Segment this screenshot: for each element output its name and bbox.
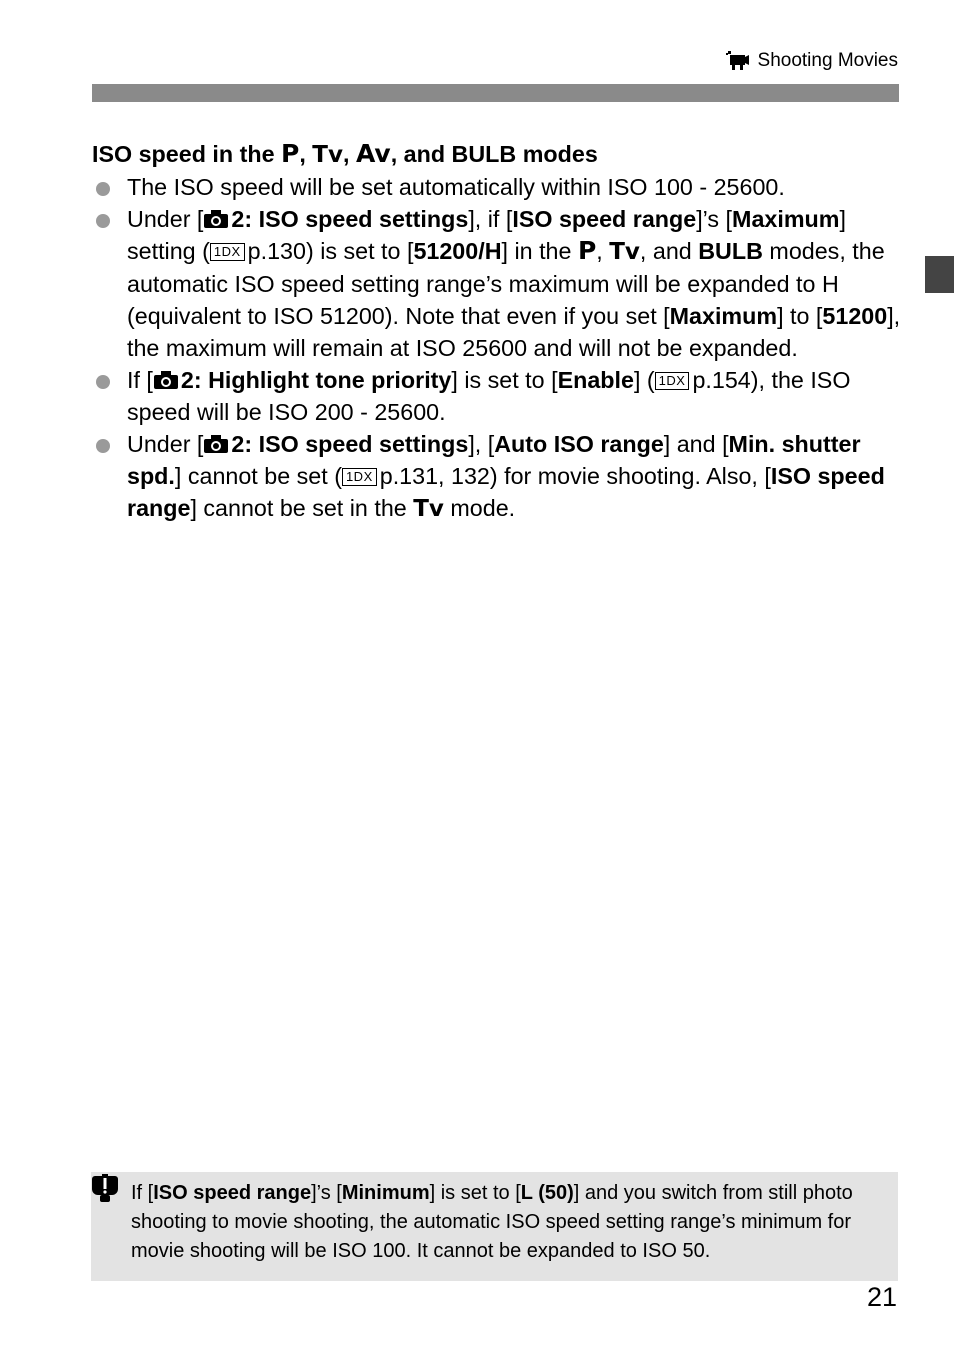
section-heading (92, 138, 902, 171)
1dx-manual-ref-icon: 1DX (210, 243, 245, 261)
section-title: Shooting Movies (757, 50, 898, 71)
chapter-tab (925, 256, 954, 293)
caution-note (91, 1172, 898, 1281)
page-header (726, 50, 898, 72)
page-number: 21 (866, 1282, 897, 1312)
caution-note-text: If [ISO speed range]’s [Minimum] is set to [L (50)] and you switch from still photo shooting to movie shooting, the automatic ISO speed setting range’s minimum for movie shooting will be ISO 100. It cannot be expanded to ISO 50. (131, 1182, 853, 1262)
heading-sep: , (299, 141, 313, 167)
caution-icon (91, 1174, 119, 1204)
mode-av-symbol: Av (355, 139, 391, 168)
list-item (92, 171, 902, 203)
mode-p-symbol: P (281, 139, 300, 168)
list-item: Under [ 2: ISO speed settings], if [ISO speed range]’s [Maximum] setting ( 1DX p.130) is set to [51200/H] in the P, Tv, and BULB modes, the automatic ISO speed setting range’s maximum will be expanded to H (equivalent to ISO 51200). Note that even if you set [Maximum] to [51200], the maximum will remain at ISO 25600 and will not be expanded. (92, 203, 902, 364)
movie-camera-icon (726, 51, 750, 71)
list-item: If [ 2: Highlight tone priority] is set to [Enable] ( 1DX p.154), the ISO speed will be ISO 200 - 25600. (92, 364, 902, 428)
main-content (92, 138, 902, 525)
1dx-manual-ref-icon: 1DX (655, 372, 690, 390)
mode-tv-symbol: Tv (609, 239, 640, 265)
camera-icon (203, 434, 229, 454)
camera-icon (203, 209, 229, 229)
heading-sep: , (342, 141, 356, 167)
bullet-list (92, 171, 902, 525)
heading-prefix: ISO speed in the (92, 141, 282, 167)
mode-p-symbol: P (577, 236, 597, 265)
mode-tv-symbol: Tv (413, 496, 444, 522)
list-item: Under [ 2: ISO speed settings], [Auto ISO range] and [Min. shutter spd.] cannot be set ( 1DX p.131, 132) for movie shooting. Also, [ISO speed range] cannot be set in the Tv mode. (92, 428, 902, 525)
1dx-manual-ref-icon: 1DX (342, 468, 377, 486)
mode-tv-symbol: Tv (312, 142, 343, 168)
header-rule (92, 84, 899, 102)
heading-suffix: , and BULB modes (390, 141, 598, 167)
bullet-text: The ISO speed will be set automatically within ISO 100 - 25600. (127, 174, 785, 200)
camera-icon (153, 370, 179, 390)
